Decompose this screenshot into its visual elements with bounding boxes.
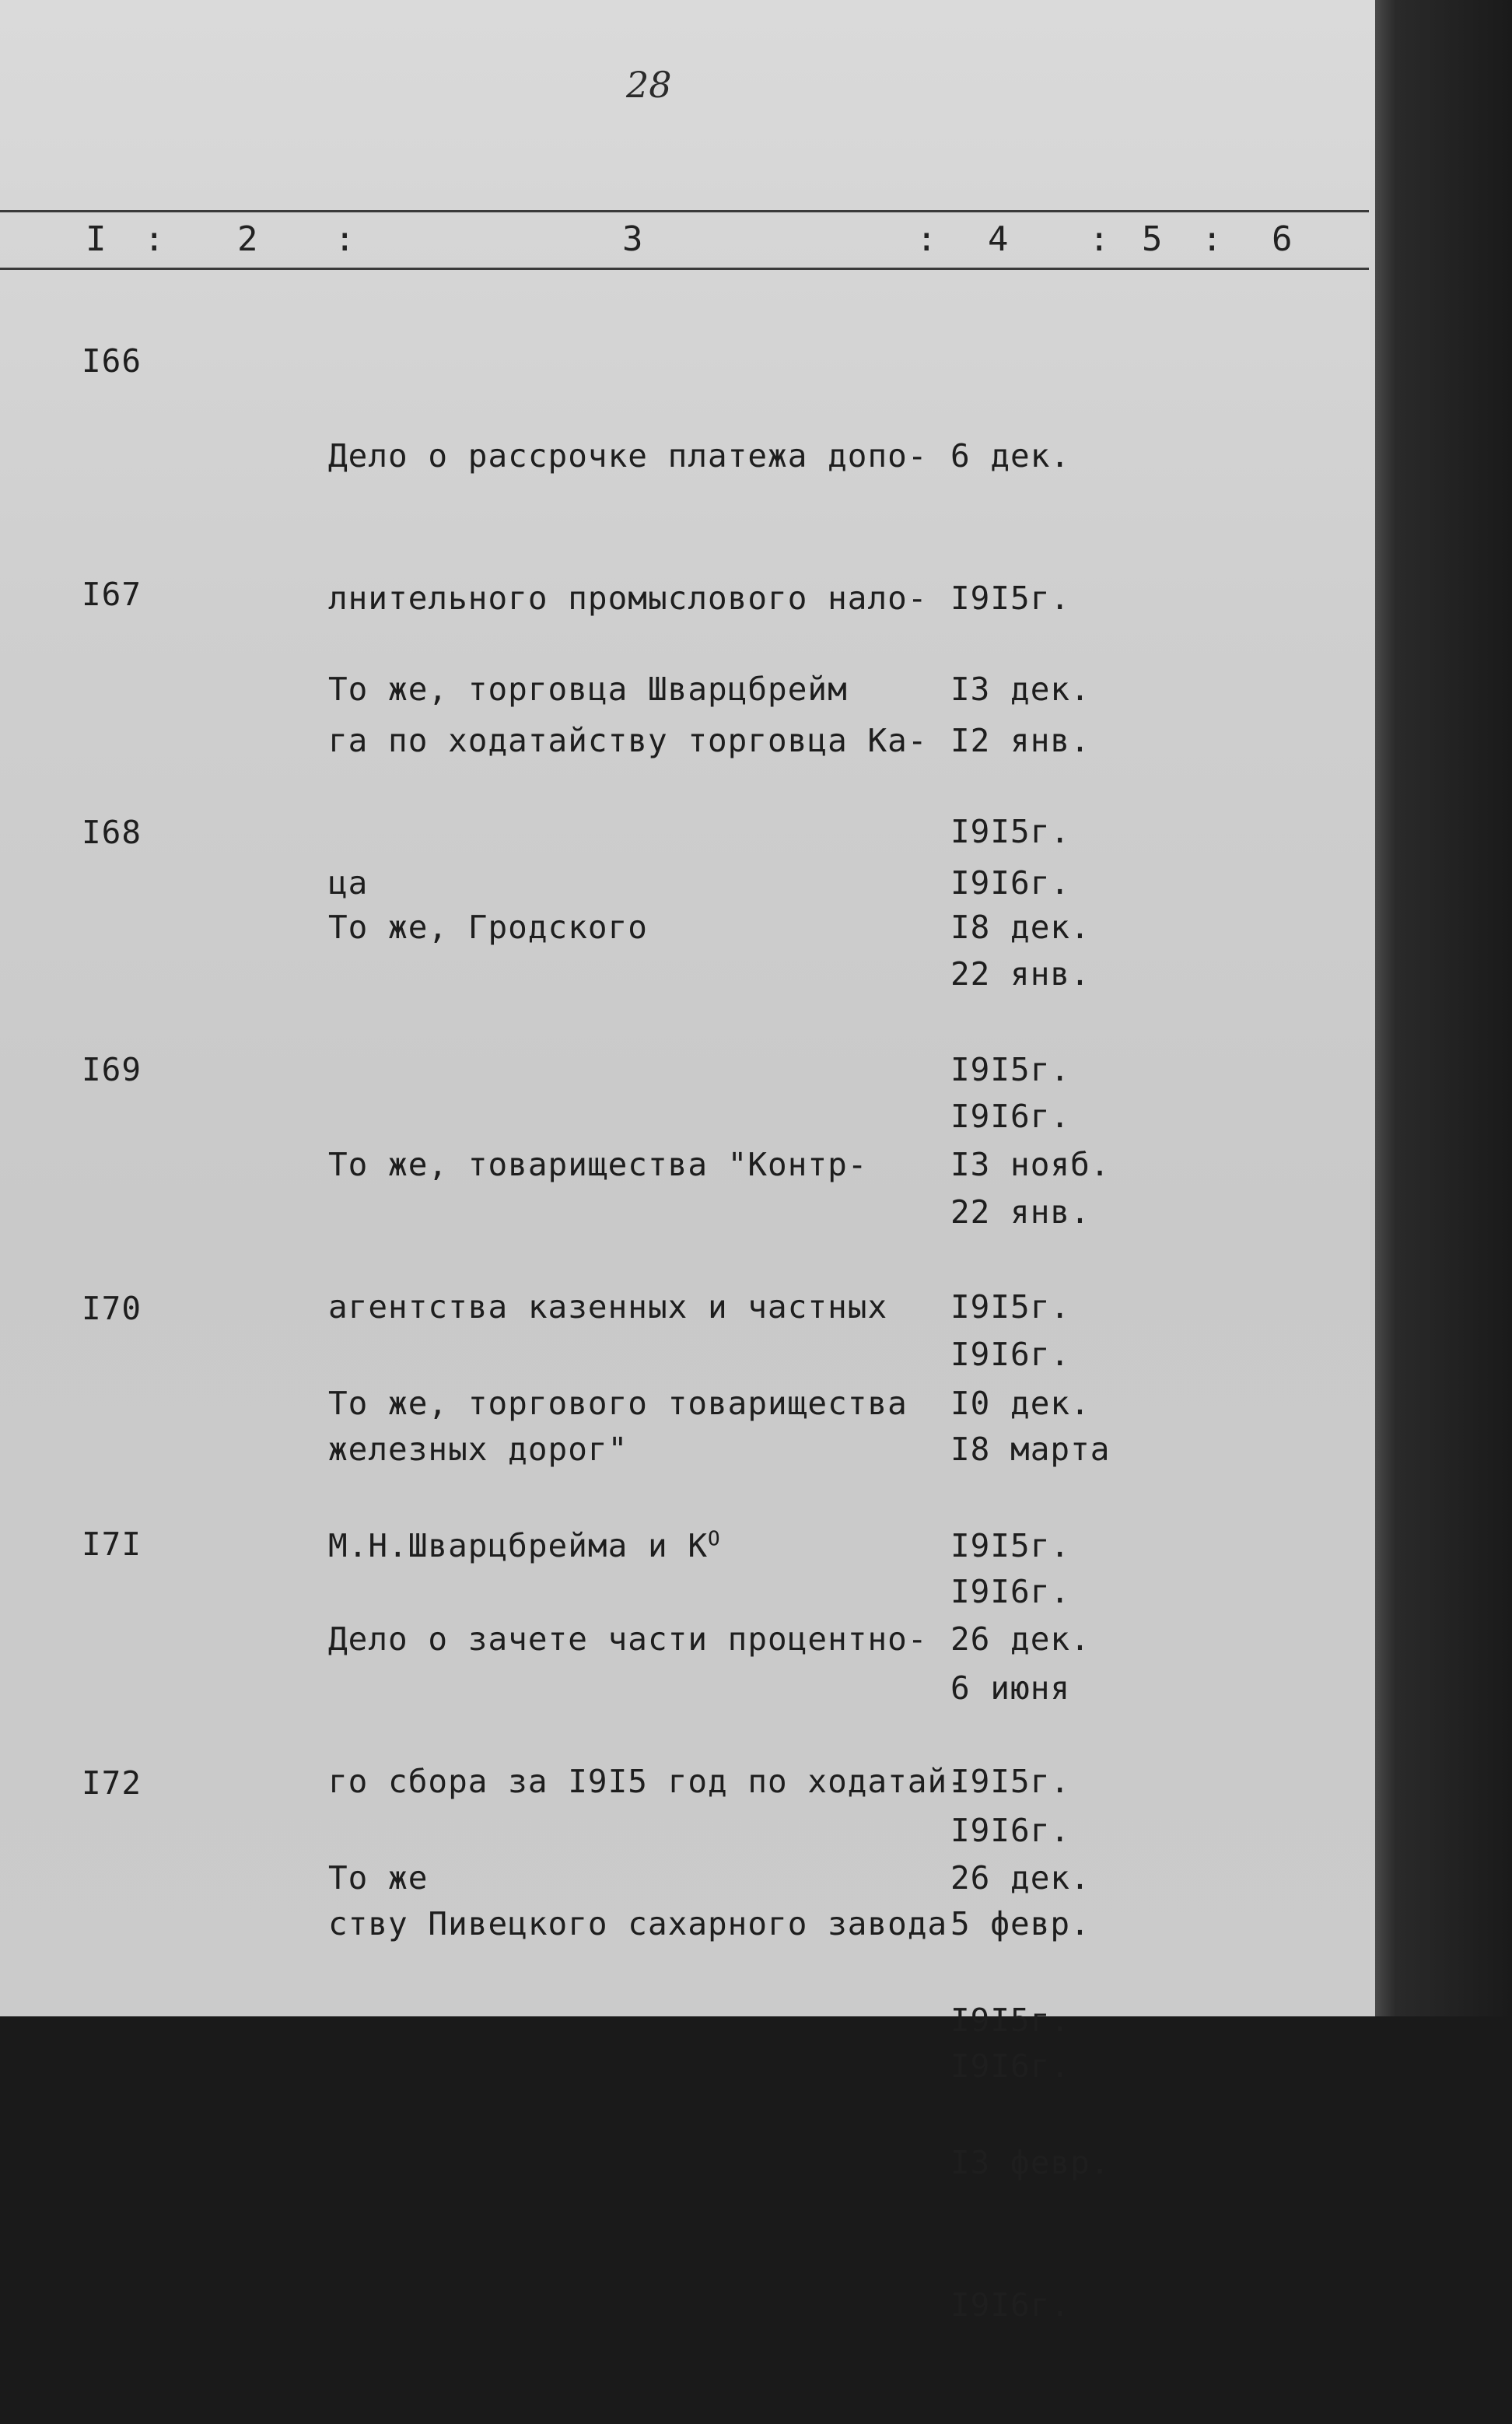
row-number: I69: [82, 1051, 142, 1088]
header-separator-3: :: [916, 219, 939, 259]
row-number: I7I: [82, 1526, 142, 1563]
row-date-line: 6 дек.: [950, 437, 1071, 475]
header-separator-5: :: [1202, 219, 1224, 259]
row-title-line: железных дорог": [328, 1431, 628, 1468]
row-title-line: го сбора за I9I5 год по ходатай-: [328, 1763, 968, 1800]
header-col-6: 6: [1272, 219, 1294, 259]
header-separator-1: :: [144, 219, 166, 259]
row-title-line: То же, торговца Шварцбрейм: [328, 671, 848, 708]
row-title-superscript: О: [708, 1527, 721, 1551]
row-title-line: лнительного промыслового нало-: [328, 580, 928, 617]
row-date-line: I9I6г.: [950, 2286, 1071, 2324]
row-title-line: агентства казенных и частных: [328, 1288, 888, 1326]
row-number: I70: [82, 1290, 142, 1327]
header-top-rule: [0, 210, 1369, 212]
header-col-4: 4: [988, 219, 1010, 259]
header-col-2: 2: [237, 219, 260, 259]
row-title-line: ству Пивецкого сахарного завода: [328, 1905, 948, 1942]
header-separator-2: :: [334, 219, 357, 259]
row-date-line: I8 марта: [950, 1431, 1111, 1468]
row-number: I68: [82, 814, 142, 851]
row-date-line: I9I5г.: [950, 1051, 1071, 1088]
row-title-line: То же, товарищества "Контр-: [328, 1146, 868, 1183]
header-col-3: 3: [622, 219, 645, 259]
row-title: [328, 1760, 428, 1997]
row-title-line: То же, Гродского: [328, 909, 648, 946]
row-date-line: I0 дек.: [950, 1385, 1090, 1422]
row-date-line: I3 февр.: [950, 2144, 1111, 2181]
row-date-line: I3 дек.: [950, 671, 1090, 708]
row-title-line: Дело о рассрочке платежа допо-: [328, 437, 928, 475]
row-date-line: I9I6г.: [950, 2047, 1071, 2085]
row-date-line: 5 февр.: [950, 1905, 1090, 1942]
row-date-line: I9I5г.: [950, 580, 1071, 617]
row-date-line: I3 нояб.: [950, 1146, 1111, 1183]
header-col-5: 5: [1142, 219, 1164, 259]
row-title-line: ца: [328, 864, 369, 902]
row-dates: [950, 1760, 1110, 2424]
row-date-line: 26 дек.: [950, 1620, 1090, 1658]
header-separator-4: :: [1089, 219, 1111, 259]
row-date-line: 22 янв.: [950, 955, 1090, 993]
row-date-line: I9I6г.: [950, 1573, 1071, 1610]
row-date-line: 26 дек.: [950, 1859, 1090, 1897]
row-number: I72: [82, 1764, 142, 1802]
row-date-line: I9I5г.: [950, 1527, 1071, 1564]
row-date-line: I9I5г.: [950, 813, 1071, 850]
page-edge-shadow: [1375, 0, 1512, 2016]
row-date-line: I9I5г.: [950, 2002, 1071, 2039]
row-date-line: I9I5г.: [950, 1288, 1071, 1326]
row-title-line: То же: [328, 1859, 429, 1897]
row-date-line: I9I5г.: [950, 1763, 1071, 1800]
header-bottom-rule: [0, 268, 1369, 270]
row-date-line: 22 янв.: [950, 1193, 1090, 1231]
row-title: [328, 571, 848, 808]
row-title-line: Дело о зачете части процентно-: [328, 1620, 928, 1658]
row-date-line: I9I6г.: [950, 1336, 1071, 1373]
row-date-line: I9I6г.: [950, 1098, 1071, 1135]
row-title-line: га по ходатайству торговца Ка-: [328, 722, 928, 759]
row-date-line: 6 июня: [950, 1669, 1071, 1707]
row-number: I66: [82, 342, 142, 380]
row-title: [328, 809, 648, 1046]
page-number: 28: [626, 64, 672, 106]
row-number: I67: [82, 576, 142, 613]
row-date-line: I2 янв.: [950, 722, 1090, 759]
row-date-line: I9I6г.: [950, 1812, 1071, 1849]
header-col-1: I: [86, 219, 108, 259]
row-title-line: То же, торгового товарищества: [328, 1385, 908, 1422]
row-date-line: I9I6г.: [950, 864, 1071, 902]
row-title-text: М.Н.Шварцбрейма и К: [328, 1527, 708, 1564]
row-date-line: I8 дек.: [950, 909, 1090, 946]
